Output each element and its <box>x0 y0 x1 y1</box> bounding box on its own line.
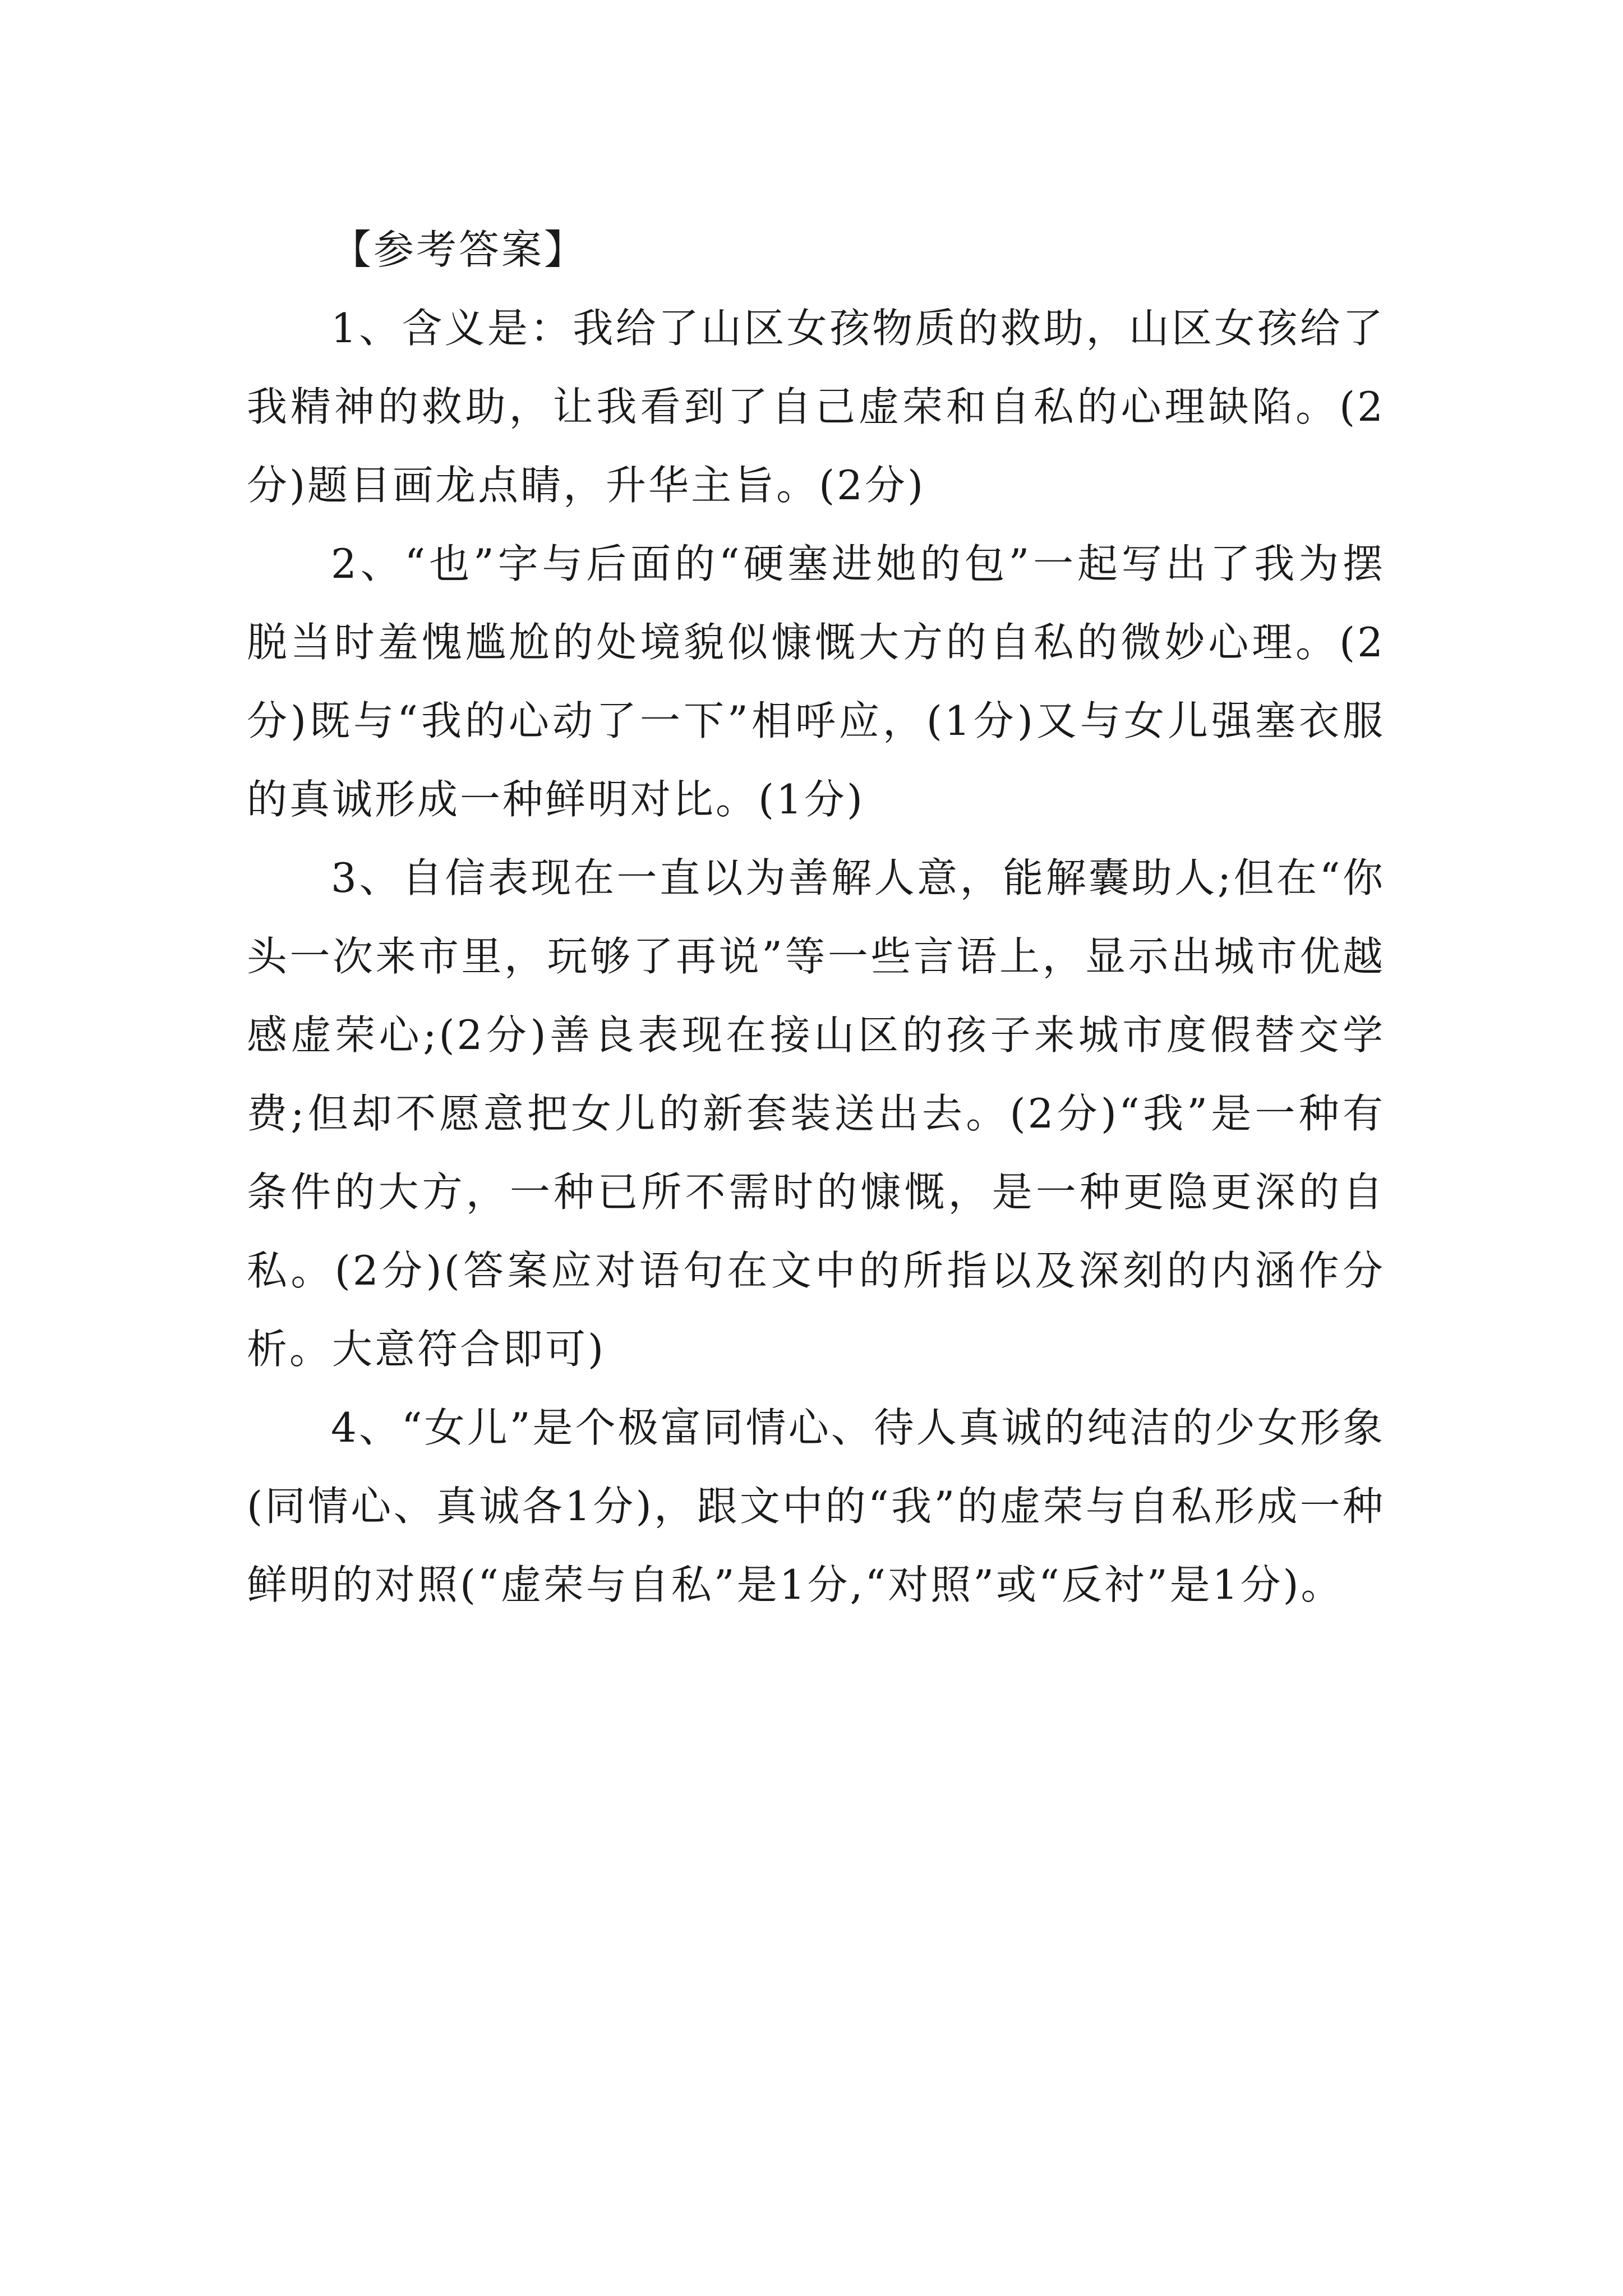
answer-paragraph-3: 3、自信表现在一直以为善解人意，能解囊助人;但在“你头一次来市里，玩够了再说”等一些言语上，显示出城市优越感虚荣心;(2分)善良表现在接山区的孩子来城市度假替交学费;但却不愿意把女儿的新套装送出去。(2分)“我”是一种有条件的大方，一种已所不需时的慷慨，是一种更隐更深的自私。(2分)(答案应对语句在文中的所指以及深刻的内涵作分析。大意符合即可) <box>247 854 1385 1373</box>
answer-section <box>247 210 1385 1624</box>
answer-paragraph-2: 2、“也”字与后面的“硬塞进她的包”一起写出了我为摆脱当时羞愧尴尬的处境貌似慷慨大方的自私的微妙心理。(2分)既与“我的心动了一下”相呼应，(1分)又与女儿强塞衣服的真诚形成一种鲜明对比。(1分) <box>247 540 1385 823</box>
answer-paragraph-4: 4、“女儿”是个极富同情心、待人真诚的纯洁的少女形象(同情心、真诚各1分)，跟文中的“我”的虚荣与自私形成一种鲜明的对照(“虚荣与自私”是1分,“对照”或“反衬”是1分)。 <box>247 1404 1385 1608</box>
section-heading: 【参考答案】 <box>331 226 587 273</box>
answer-paragraph-1: 1、含义是：我给了山区女孩物质的救助，山区女孩给了我精神的救助，让我看到了自己虚荣和自私的心理缺陷。(2分)题目画龙点睛，升华主旨。(2分) <box>247 305 1385 509</box>
